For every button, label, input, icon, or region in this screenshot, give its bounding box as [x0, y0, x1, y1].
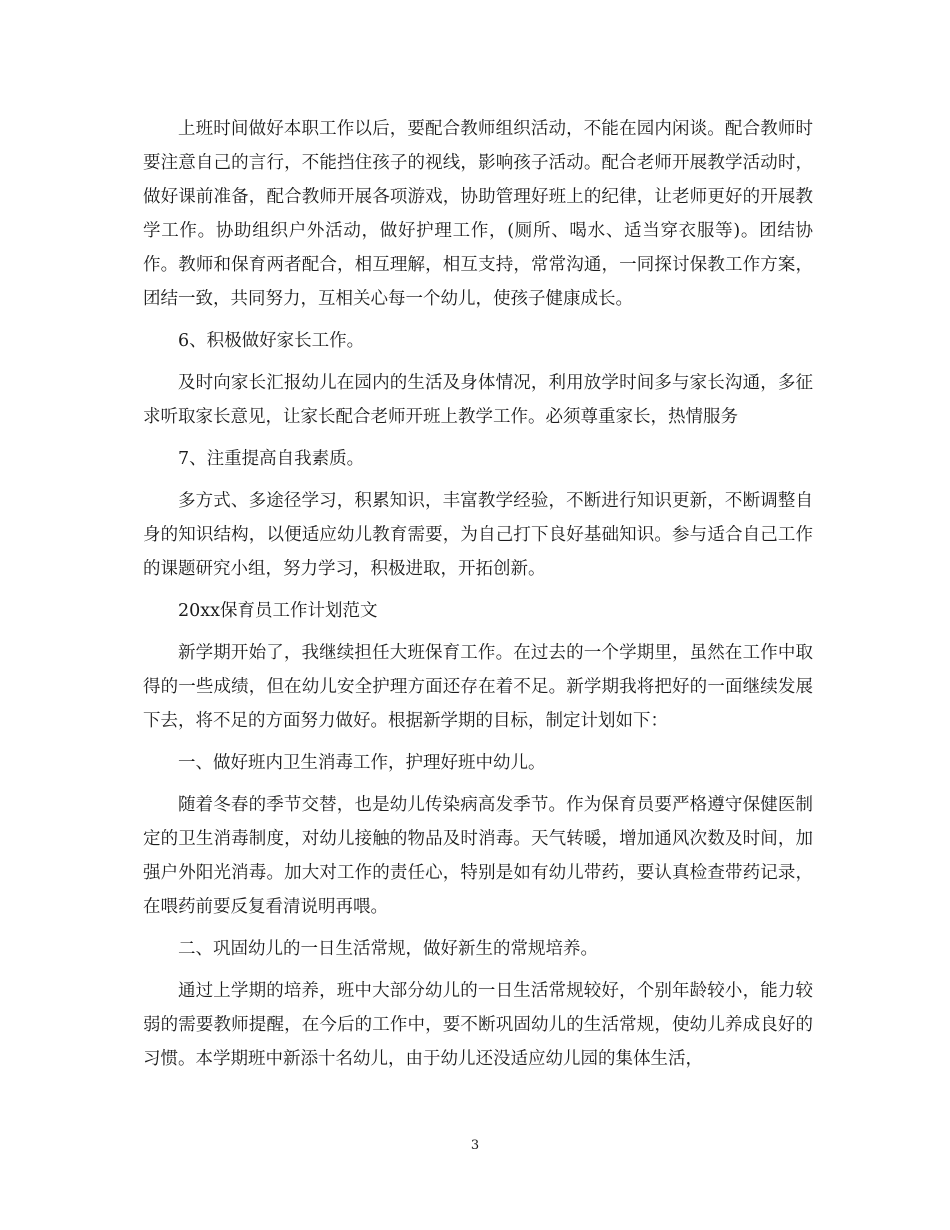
paragraph-parent-work: 及时向家长汇报幼儿在园内的生活及身体情况，利用放学时间多与家长沟通，多征求听取家长意见，让家长配合老师开班上教学工作。必须尊重家长，热情服务 — [143, 373, 813, 427]
document-body — [143, 112, 813, 1084]
heading-hygiene: 一、做好班内卫生消毒工作，护理好班中幼儿。 — [178, 753, 546, 773]
page-number: 3 — [470, 1138, 480, 1153]
paragraph-hygiene: 随着冬春的季节交替，也是幼儿传染病高发季节。作为保育员要严格遵守保健医制定的卫生消毒制度，对幼儿接触的物品及时消毒。天气转暖，增加通风次数及时间，加强户外阳光消毒。加大对工作的责任心，特别是如有幼儿带药，要认真检查带药记录，在喂药前要反复看清说明再喂。 — [143, 795, 813, 917]
paragraph-self-improvement: 多方式、多途径学习，积累知识，丰富教学经验，不断进行知识更新，不断调整自身的知识结构，以便适应幼儿教育需要，为自己打下良好基础知识。参与适合自己工作的课题研究小组，努力学习，积极进取，开拓创新。 — [143, 491, 813, 579]
heading-routine: 二、巩固幼儿的一日生活常规，做好新生的常规培养。 — [178, 939, 598, 959]
paragraph-routine: 通过上学期的培养，班中大部分幼儿的一日生活常规较好，个别年龄较小，能力较弱的需要教师提醒，在今后的工作中，要不断巩固幼儿的生活常规，使幼儿养成良好的习惯。本学期班中新添十名幼儿，由于幼儿还没适应幼儿园的集体生活， — [143, 981, 813, 1069]
section-title-plan: 20xx保育员工作计划范文 — [178, 601, 378, 621]
paragraph-cooperation: 上班时间做好本职工作以后，要配合教师组织活动，不能在园内闲谈。配合教师时要注意自己的言行，不能挡住孩子的视线，影响孩子活动。配合老师开展教学活动时，做好课前准备，配合教师开展各项游戏，协助管理好班上的纪律，让老师更好的开展教学工作。协助组织户外活动，做好护理工作，(厕所、喝水、适当穿衣服等)。团结协作。教师和保育两者配合，相互理解，相互支持，常常沟通，一同探讨保教工作方案，团结一致，共同努力，互相关心每一个幼儿，使孩子健康成长。 — [143, 119, 813, 309]
paragraph-new-semester: 新学期开始了，我继续担任大班保育工作。在过去的一个学期里，虽然在工作中取得的一些成绩，但在幼儿安全护理方面还存在着不足。新学期我将把好的一面继续发展下去，将不足的方面努力做好。根据新学期的目标，制定计划如下： — [143, 643, 813, 731]
heading-parent-work: 6、积极做好家长工作。 — [178, 331, 365, 351]
heading-self-improvement: 7、注重提高自我素质。 — [178, 449, 365, 469]
